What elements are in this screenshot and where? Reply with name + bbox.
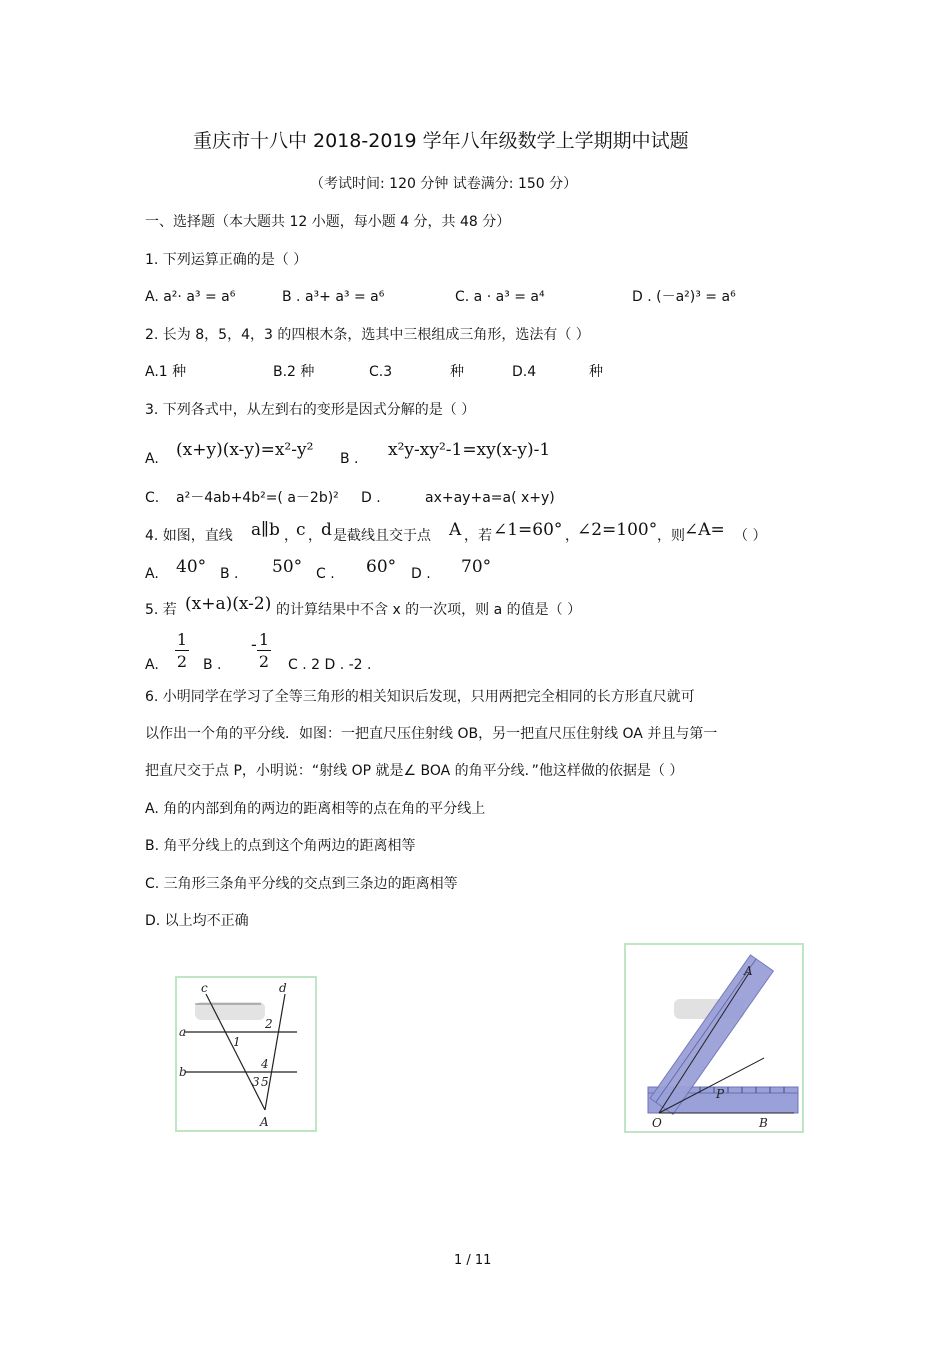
q4-comma-3: ， — [565, 528, 579, 544]
q4-text-3: ，若 — [464, 528, 492, 544]
q4-option-b: 50° — [272, 557, 303, 577]
label-d: d — [279, 981, 287, 995]
numerator: 1 — [176, 630, 188, 649]
q3-option-a-expr: (x+y)(x-y)=x²-y² — [176, 440, 314, 460]
q4-math-angle1: ∠1=60° — [493, 520, 563, 540]
q4-math-angleA: ∠A= — [684, 520, 725, 540]
q3-option-d-label: D . — [361, 490, 381, 506]
label-B: B — [759, 1116, 768, 1130]
label-O: O — [652, 1116, 662, 1130]
label-angle-1: 1 — [233, 1035, 241, 1049]
q5-text-1: 5. 若 — [145, 602, 177, 618]
q5-option-a-fraction — [175, 630, 189, 671]
question-3-stem: 3. 下列各式中，从左到右的变形是因式分解的是（ ） — [145, 402, 476, 418]
q5-text-2: 的计算结果中不含 x 的一次项，则 a 的值是（ ） — [276, 602, 582, 618]
q6-option-b: B. 角平分线上的点到这个角两边的距离相等 — [145, 838, 416, 854]
q4-math-A: A — [449, 520, 462, 540]
q1-option-c: C. a · a³ = a⁴ — [455, 289, 545, 305]
q2-option-a: A.1 种 — [145, 364, 187, 380]
q4-comma-2: ， — [308, 528, 322, 544]
question-2-stem: 2. 长为 8，5，4，3 的四根木条，选其中三根组成三角形，选法有（ ） — [145, 327, 590, 343]
q1-option-d: D . (－a²)³ = a⁶ — [632, 289, 736, 305]
label-angle-4: 4 — [261, 1057, 269, 1071]
q5-option-b-fraction — [257, 630, 271, 671]
q4-text-5: （ ） — [734, 528, 767, 544]
q2-option-c: C.3 — [369, 364, 393, 380]
q4-option-d-label: D . — [411, 566, 431, 582]
rulers-figure — [624, 943, 805, 1134]
q5-option-b-sign: - — [251, 635, 257, 655]
question-1-stem: 1. 下列运算正确的是（ ） — [145, 252, 308, 268]
label-c: c — [201, 981, 208, 995]
q6-line-3: 把直尺交于点 P，小明说：“射线 OP 就是∠ BOA 的角平分线．”他这样做的依据是（ ） — [145, 763, 684, 779]
q3-option-c-expr: a²－4ab+4b²=( a－2b)² — [176, 490, 339, 506]
label-point-A: A — [260, 1115, 269, 1129]
label-A: A — [744, 964, 753, 978]
q3-option-d-expr: ax+ay+a=a( x+y) — [425, 490, 555, 506]
denominator: 2 — [258, 652, 270, 671]
q2-option-d-unit: 种 — [589, 364, 603, 380]
q3-option-c-label: C. — [145, 490, 160, 506]
q2-option-d: D.4 — [512, 364, 537, 380]
q4-option-a: 40° — [176, 557, 207, 577]
numerator: 1 — [258, 630, 270, 649]
q3-option-a-label: A. — [145, 451, 159, 467]
denominator: 2 — [176, 652, 188, 671]
q4-option-c: 60° — [366, 557, 397, 577]
section-heading: 一、选择题（本大题共 12 小题，每小题 4 分，共 48 分） — [145, 214, 511, 230]
q4-option-a-label: A. — [145, 566, 159, 582]
q6-line-2: 以作出一个角的平分线．如图：一把直尺压住射线 OB，另一把直尺压住射线 OA 并且与第一 — [145, 726, 718, 742]
q6-option-c: C. 三角形三条角平分线的交点到三条边的距离相等 — [145, 876, 458, 892]
q2-option-b: B.2 种 — [273, 364, 315, 380]
q1-option-a: A. a²· a³ = a⁶ — [145, 289, 236, 305]
q6-option-d: D. 以上均不正确 — [145, 913, 249, 929]
exam-info: （考试时间: 120 分钟 试卷满分: 150 分） — [310, 176, 578, 192]
q4-comma: ， — [284, 528, 298, 544]
q4-math-parallel: a∥b — [251, 520, 280, 540]
page-number: 1 / 11 — [454, 1253, 492, 1268]
q4-option-c-label: C . — [316, 566, 335, 582]
q4-text-2: 是截线且交于点 — [333, 528, 431, 544]
q4-option-d: 70° — [461, 557, 492, 577]
q6-line-1: 6. 小明同学在学习了全等三角形的相关知识后发现，只用两把完全相同的长方形直尺就可 — [145, 689, 695, 705]
label-b: b — [179, 1065, 187, 1079]
q5-options-c-d: C . 2 D . -2 . — [288, 657, 372, 673]
q6-option-a: A. 角的内部到角的两边的距离相等的点在角的平分线上 — [145, 801, 486, 817]
q4-text-1: 4. 如图，直线 — [145, 528, 233, 544]
label-a: a — [179, 1025, 187, 1039]
q2-option-c-unit: 种 — [450, 364, 464, 380]
q4-text-4: ，则 — [657, 528, 685, 544]
q3-option-b-expr: x²y-xy²-1=xy(x-y)-1 — [388, 440, 551, 460]
q1-option-b: B . a³+ a³ = a⁶ — [282, 289, 385, 305]
parallel-lines-figure — [175, 976, 318, 1133]
q5-option-a-label: A. — [145, 657, 159, 673]
page-title: 重庆市十八中 2018-2019 学年八年级数学上学期期中试题 — [193, 130, 689, 152]
q4-math-angle2: ∠2=100° — [577, 520, 658, 540]
q5-option-b-label: B . — [203, 657, 222, 673]
q4-math-d: d — [321, 520, 332, 540]
q5-expr: (x+a)(x-2) — [185, 594, 272, 614]
label-angle-3: 3 — [252, 1075, 260, 1089]
q3-option-b-label: B . — [340, 451, 359, 467]
label-P: P — [716, 1087, 725, 1101]
q4-option-b-label: B . — [220, 566, 239, 582]
label-angle-5: 5 — [261, 1075, 269, 1089]
q4-math-c: c — [296, 520, 306, 540]
label-angle-2: 2 — [265, 1017, 273, 1031]
